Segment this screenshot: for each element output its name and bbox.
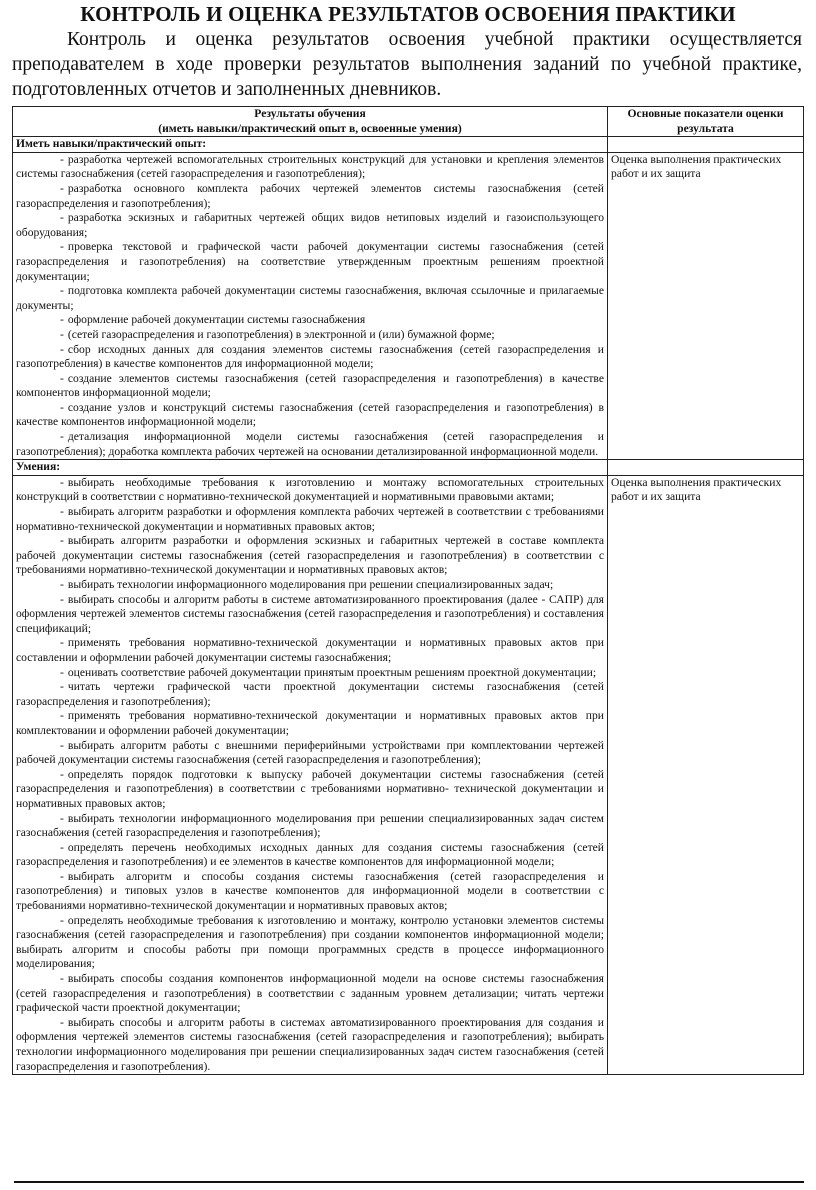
list-dash: - — [60, 475, 64, 489]
list-dash: - — [60, 811, 64, 825]
list-dash: - — [60, 592, 64, 606]
list-item-text: выбирать способы и алгоритм работы в системе автоматизированного проектирования (далее - САПР) для оформления чертежей элементов системы газоснабжения (сетей газораспределения и газопотребления) и составления спецификаций; — [16, 592, 604, 635]
table-header-row — [13, 107, 804, 137]
list-item-text: разработка чертежей вспомогательных строительных конструкций для установки и крепления элементов системы газоснабжения (сетей газораспределения и газопотребления); — [16, 152, 604, 181]
col-header-results-line1: Результаты обучения — [254, 107, 366, 120]
list-item — [16, 870, 604, 914]
list-dash: - — [60, 665, 64, 679]
list-item — [16, 182, 604, 211]
list-item-text: сбор исходных данных для создания элементов системы газоснабжения (сетей газораспределения и газопотребления) в качестве компонентов для информационной модели; — [16, 342, 604, 371]
list-item — [16, 534, 604, 578]
list-dash: - — [60, 680, 64, 694]
list-item — [16, 211, 604, 240]
list-item-text: детализация информационной модели системы газоснабжения (сетей газораспределения и газопотребления); доработка комплекта рабочих чертежей на основании детализированной информационной модели. — [16, 430, 604, 458]
list-dash: - — [60, 313, 64, 327]
list-item — [16, 666, 604, 681]
list-item-text: читать чертежи графической части проектной документации системы газоснабжения (сетей газораспределения и газопотребления); — [16, 680, 604, 708]
list-item-text: проверка текстовой и графической части рабочей документации системы газоснабжения (сетей газораспределения и газопотребления) на соответствие утвержденным проектным решениям проектной документации; — [16, 240, 604, 283]
list-item — [16, 476, 604, 505]
list-item-text: выбирать алгоритм работы с внешними периферийными устройствами при комплектовании чертежей рабочей документации системы газоснабжения (сетей газораспределения и газопотребления); — [16, 738, 604, 767]
list-item — [16, 636, 604, 665]
list-item-text: оценивать соответствие рабочей документации принятым проектным решениям проектной документации; — [67, 665, 597, 679]
list-item — [16, 841, 604, 870]
list-item — [16, 578, 604, 593]
list-item — [16, 372, 604, 401]
list-item-text: выбирать способы и алгоритм работы в системах автоматизированного проектирования для создания и оформления чертежей элементов системы газоснабжения (сетей газораспределения и газопотребления); выбирать технологии информационного моделирования при решении специализированных задач систем газоснабжения (сетей газораспределения и газопотребления). — [16, 1015, 604, 1073]
list-item-text: подготовка комплекта рабочей документации системы газоснабжения, включая ссылочные и прилагаемые документы; — [16, 284, 604, 312]
list-item-text: выбирать способы создания компонентов информационной модели на основе системы газоснабжения (сетей газораспределения и газопотребления) в соответствии с заданным уровнем детализации; читать чертежи графической части проектной документации; — [16, 972, 604, 1015]
section-title: Иметь навыки/практический опыт: — [13, 137, 608, 153]
list-dash: - — [60, 767, 64, 781]
list-item — [16, 401, 604, 430]
list-dash: - — [60, 534, 64, 548]
list-dash: - — [60, 371, 64, 385]
list-dash: - — [60, 578, 64, 591]
list-item-text: создание элементов системы газоснабжения (сетей газораспределения и газопотребления) в качестве компонентов информационной модели; — [16, 371, 604, 400]
col-header-results — [13, 107, 608, 137]
list-dash: - — [60, 342, 64, 356]
list-dash: - — [60, 505, 64, 519]
list-item — [16, 680, 604, 709]
list-item — [16, 768, 604, 812]
list-item — [16, 593, 604, 637]
section-title-row — [13, 460, 804, 476]
list-dash: - — [60, 211, 64, 225]
section-title-empty-cell — [608, 460, 804, 476]
col-header-results-line2: (иметь навыки/практический опыт в, освоенные умения) — [158, 121, 462, 135]
page-heading: КОНТРОЛЬ И ОЦЕНКА РЕЗУЛЬТАТОВ ОСВОЕНИЯ ПРАКТИКИ — [80, 2, 736, 26]
list-dash: - — [60, 152, 64, 166]
list-dash: - — [60, 636, 64, 650]
list-item-text: применять требования нормативно-технической документации и нормативных правовых актов при комплектовании и оформлении рабочей документации; — [16, 709, 604, 737]
list-item — [16, 739, 604, 768]
list-dash: - — [60, 869, 64, 883]
section-title: Умения: — [13, 460, 608, 476]
list-dash: - — [60, 972, 64, 986]
list-item-text: определять необходимые требования к изготовлению и монтажу, контролю установки элементов системы газоснабжения (сетей газораспределения и газопотребления) при создании компонентов информационной модели; выбирать алгоритм и способы работы при помощи программных средств в процессе информационного моделирования; — [16, 913, 604, 971]
list-item — [16, 1016, 604, 1074]
section-body-row — [13, 475, 804, 1074]
list-dash: - — [60, 913, 64, 927]
list-dash: - — [60, 709, 64, 723]
section-title-row — [13, 137, 804, 153]
list-item-text: разработка эскизных и габаритных чертежей общих видов нетиповых изделий и газоиспользующего оборудования; — [16, 211, 604, 239]
section-body-row — [13, 152, 804, 459]
list-item-text: выбирать технологии информационного моделирования при решении специализированных задач; — [67, 578, 554, 591]
list-item — [16, 430, 604, 459]
list-item — [16, 328, 604, 343]
list-item-text: оформление рабочей документации системы газоснабжения — [67, 313, 366, 327]
list-item-text: (сетей газораспределения и газопотребления) в электронной и (или) бумажной форме; — [67, 327, 495, 341]
col-header-indicators: Основные показатели оценки результата — [608, 107, 804, 137]
list-item-text: создание узлов и конструкций системы газоснабжения (сетей газораспределения и газопотребления) в качестве компонентов информационной модели; — [16, 400, 604, 429]
list-item-text: выбирать технологии информационного моделирования при решении специализированных задач систем газоснабжения (сетей газораспределения и газопотребления); — [16, 811, 604, 840]
list-dash: - — [60, 327, 64, 341]
list-dash: - — [60, 240, 64, 254]
section-criteria: Оценка выполнения практических работ и их защита — [608, 152, 804, 459]
list-item — [16, 505, 604, 534]
list-item — [16, 284, 604, 313]
list-item — [16, 343, 604, 372]
list-dash: - — [60, 400, 64, 414]
section-items-cell — [13, 152, 608, 459]
list-item-text: выбирать алгоритм разработки и оформления комплекта рабочих чертежей в соответствии с требованиями нормативно-технической документации и нормативных правовых актов; — [16, 505, 604, 533]
list-dash: - — [60, 840, 64, 854]
list-dash: - — [60, 284, 64, 298]
list-item — [16, 709, 604, 738]
list-item-text: применять требования нормативно-технической документации и нормативных правовых актов при составлении и оформлении рабочей документации системы газоснабжения; — [16, 636, 604, 664]
list-item — [16, 972, 604, 1016]
section-items-cell — [13, 475, 608, 1074]
bottom-rule — [14, 1181, 804, 1183]
section-title-empty-cell — [608, 137, 804, 153]
results-table — [12, 106, 804, 1075]
list-item-text: определять порядок подготовки к выпуску рабочей документации системы газоснабжения (сетей газораспределения и газопотребления) в соответствии с требованиями нормативно- технической документации и нормативных правовых актов; — [16, 767, 604, 810]
list-dash: - — [60, 738, 64, 752]
list-item — [16, 153, 604, 182]
list-item-text: выбирать алгоритм и способы создания системы газоснабжения (сетей газораспределения и газопотребления) и типовых узлов в качестве компонентов для информационной модели в соответствии с требованиями нормативно-технической документации и нормативных правовых актов; — [16, 869, 604, 913]
intro-paragraph: Контроль и оценка результатов освоения учебной практики осуществляется преподавателем в ходе проверки результатов выполнения заданий по учебной практике, подготовленных отчетов и заполненных дневников. — [12, 29, 802, 100]
section-criteria: Оценка выполнения практических работ и их защита — [608, 475, 804, 1074]
list-dash: - — [60, 181, 64, 195]
list-dash: - — [60, 1015, 64, 1029]
list-dash: - — [60, 430, 64, 444]
list-item — [16, 313, 604, 328]
list-item — [16, 812, 604, 841]
list-item-text: разработка основного комплекта рабочих чертежей элементов системы газоснабжения (сетей газораспределения и газопотребления); — [16, 181, 604, 210]
list-item-text: выбирать алгоритм разработки и оформления эскизных и габаритных чертежей в составе комплекта рабочей документации системы газоснабжения (сетей газораспределения и газопотребления) в соответствии с требованиями нормативно-технической документации и нормативных правовых актов; — [16, 534, 604, 577]
list-item — [16, 240, 604, 284]
list-item-text: определять перечень необходимых исходных данных для создания системы газоснабжения (сетей газораспределения и газопотребления) и ее элементов в качестве компонентов для информационной модели; — [16, 840, 604, 869]
list-item — [16, 914, 604, 972]
list-item-text: выбирать необходимые требования к изготовлению и монтажу вспомогательных строительных конструкций в соответствии с нормативно-технической документацией и нормативными правовыми актами; — [16, 475, 604, 504]
